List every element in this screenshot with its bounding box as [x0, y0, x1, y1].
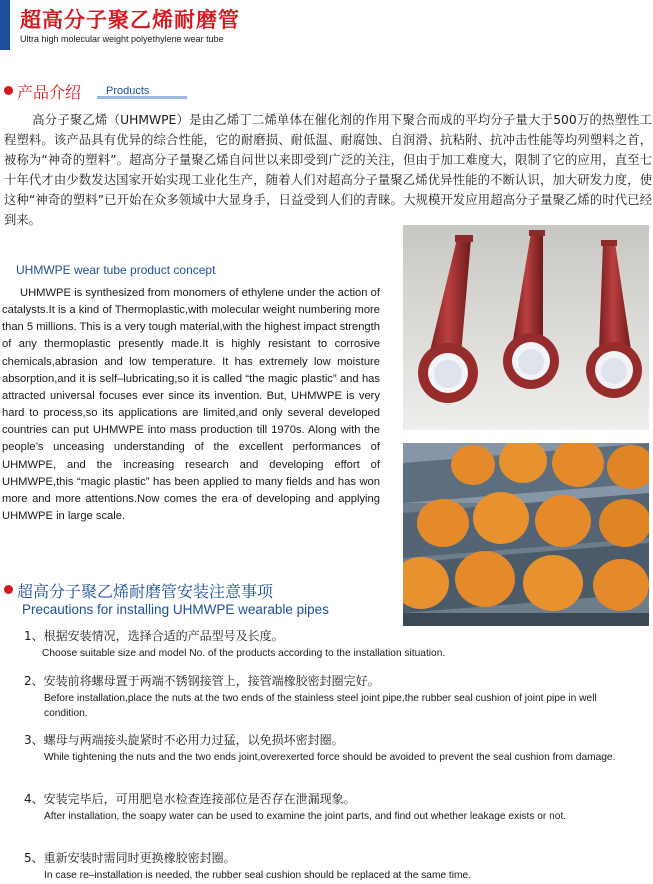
precaution-step-4 — [24, 790, 634, 824]
precaution-step-3 — [24, 731, 634, 765]
step-text-en: Choose suitable size and model No. of the products according to the installation situation. — [42, 648, 446, 659]
concept-paragraph: UHMWPE is synthesized from monomers of ethylene under the action of catalysts.It is a kind of Thermoplastic,with molecular weight numbering more than 5 millions. This is a very tough material,with the highest impact strength of any thermoplastic presently made.It is highly resistant to corrosive chemicals,abrasion and low temperature. It has extremely low moisture absorption,and it is self–lubricating,so it is called “the magic plastic” and has attracted universal focuses ever since its invention. But, UHMWPE is very hard to process,so its applications are limited,and only several developed countries can put UHMWPE into mass production till 1970s. Along with the people’s unceasing understanding of the excellent performances of UHMWPE, and the increasing research and developing effort of UHMWPE,this “magic plastic” has been applied to many fields and has won more and more attentions.Now comes the era of developing and applying UHMWPE in large scale. — [2, 287, 380, 523]
step-text-en: While tightening the nuts and the two ends joint,overexerted force should be avoided to prevent the seal cushion from damage. — [44, 752, 616, 763]
step-text-cn: 2、安装前将螺母置于两端不锈钢接管上，接管端橡胶密封圈完好。 — [24, 674, 380, 688]
step-text-cn: 1、根据安装情况，选择合适的产品型号及长度。 — [24, 629, 284, 643]
bullet-dot-icon — [4, 86, 13, 95]
products-heading: 产品介绍 — [17, 83, 82, 102]
precautions-heading-en: Precautions for installing UHMWPE wearable pipes — [22, 602, 329, 617]
products-heading-en: Products — [106, 85, 150, 97]
bullet-dot-icon — [4, 585, 13, 594]
title-accent-bar — [0, 0, 10, 50]
lined-pipes-illustration — [403, 225, 649, 430]
precautions-heading: 超高分子聚乙烯耐磨管安装注意事项 — [17, 582, 274, 601]
step-text-cn: 4、安装完毕后，可用肥皂水检查连接部位是否存在泄漏现象。 — [24, 792, 356, 806]
concept-heading: UHMWPE wear tube product concept — [16, 263, 216, 277]
product-intro-cn: 高分子聚乙烯（UHMWPE）是由乙烯丁二烯单体在催化剂的作用下聚合而成的平均分子量大于500万的热塑性工程塑料。该产品具有优异的综合性能，它的耐磨损、耐低温、耐腐蚀、自润滑、抗粘附、抗冲击性能等均列塑料之首，被称为“神奇的塑料”。超高分子量聚乙烯自问世以来即受到广泛的关注，但由于加工难度大，限制了它的应用，直至七十年代才由少数发达国家开始实现工业化生产，随着人们对超高分子量聚乙烯优异性能的不断认识，加大研发力度，使这种“神奇的塑料”已开始在众多领域中大显身手，日益受到人们的青睐。大规模开发应用超高分子量聚乙烯的时代已经到来。 — [4, 113, 652, 227]
step-text-cn: 5、重新安装时需同时更换橡胶密封圈。 — [24, 851, 236, 865]
pipes-photo-stacked — [403, 443, 649, 626]
step-text-cn: 3、螺母与两端接头旋紧时不必用力过猛，以免损坏密封圈。 — [24, 733, 344, 747]
precaution-step-2 — [24, 672, 634, 721]
page-subtitle: Ultra high molecular weight polyethylene wear tube — [20, 34, 224, 44]
page-title: 超高分子聚乙烯耐磨管 — [20, 8, 240, 32]
precaution-step-5 — [24, 849, 634, 883]
flanged-pipes-illustration — [403, 443, 649, 626]
precaution-step-1 — [24, 627, 634, 661]
step-text-en: Before installation,place the nuts at the two ends of the stainless steel joint pipe,the rubber seal cushion of joint pipe in well condition. — [44, 693, 597, 719]
pipes-photo-standing — [403, 225, 649, 430]
step-text-en: In case re–installation is needed, the rubber seal cushion should be replaced at the same time. — [44, 870, 472, 881]
step-text-en: After installation, the soapy water can be used to examine the joint parts, and find out whether leakage exists or not. — [44, 811, 567, 822]
